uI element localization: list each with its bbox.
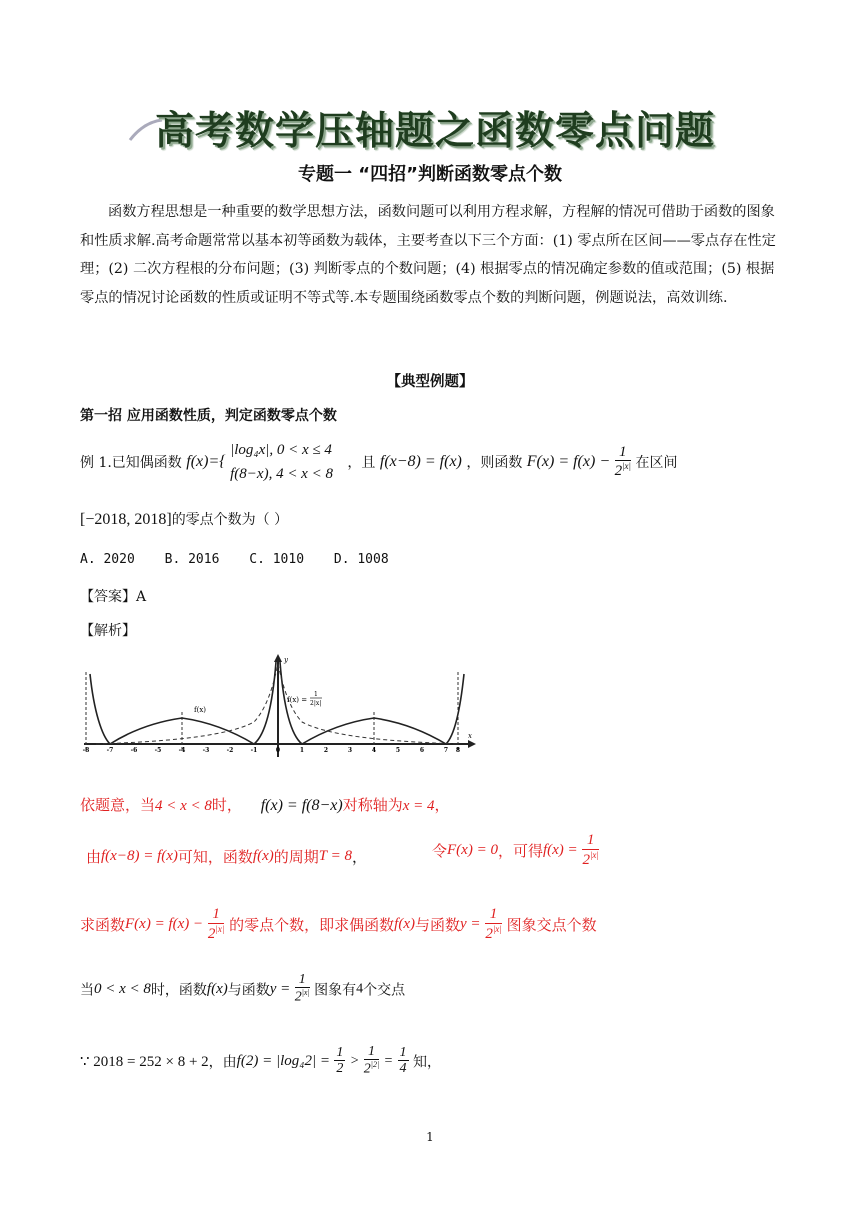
red-text: ，	[434, 796, 450, 814]
x-tick: 3	[347, 747, 353, 754]
x-tick: 7	[443, 747, 449, 754]
condition: f(x−8) = f(x)	[379, 453, 462, 470]
fraction	[398, 1045, 409, 1078]
x-tick: -8	[82, 747, 90, 754]
frac-num: 1	[582, 832, 598, 850]
piecewise-case2: f(8−x), 4 < x < 8	[230, 466, 333, 482]
fx-curve-left	[90, 662, 276, 744]
frac-exp: |2|	[370, 1060, 380, 1070]
x-tick: 1	[299, 747, 305, 754]
fraction-1-over-2absx	[615, 444, 631, 481]
text: 当	[80, 982, 94, 999]
red-text: 依题意，当	[80, 796, 156, 814]
red-math: f(x) = f(8−x)	[260, 797, 343, 814]
x-tick: -7	[106, 747, 114, 754]
fx-label: f(x)	[194, 706, 207, 714]
x-tick: -2	[226, 747, 234, 754]
page-number: 1	[426, 1130, 434, 1144]
red-text: 对称轴为	[342, 796, 403, 814]
frac-den: 2	[207, 925, 216, 942]
math: 0 < x < 8	[94, 980, 151, 997]
red-line-2	[86, 846, 367, 886]
answer: 【答案】A	[80, 589, 147, 605]
x-tick: -6	[130, 747, 138, 754]
red-math: y =	[460, 915, 481, 932]
frac-den: 4	[399, 1061, 407, 1077]
math: y =	[269, 980, 291, 997]
fraction	[295, 972, 310, 1007]
line-5	[80, 1044, 441, 1088]
cond-prefix: ，且	[347, 455, 376, 471]
intro-paragraph	[80, 198, 780, 312]
red-text: 与函数	[415, 915, 461, 934]
frac-den: 2	[363, 1062, 371, 1078]
frac-num: 1	[364, 1044, 379, 1060]
x-axis-label: x	[468, 732, 472, 740]
frac-den: 2	[582, 851, 590, 868]
piecewise-cases	[230, 438, 333, 486]
red-math: f(x) =	[542, 841, 578, 858]
x-tick: -5	[154, 747, 162, 754]
frac-exp: |x|	[215, 923, 225, 934]
frac-num: 1	[295, 972, 310, 988]
red-math: f(x)	[252, 848, 274, 864]
math: f(x)	[206, 980, 228, 997]
red-text: 可知，函数	[177, 848, 253, 866]
frac-num: 1	[336, 1044, 344, 1060]
x-tick: 2	[323, 747, 329, 754]
section-heading: 【典型例题】	[386, 373, 474, 390]
y-axis-arrow-icon	[274, 654, 282, 662]
text: ，由	[208, 1054, 237, 1071]
frac-exp: |x|	[622, 461, 632, 472]
example1-func: f(x)={	[186, 453, 226, 470]
red-text: ，	[351, 848, 367, 866]
frac-num: 1	[615, 444, 631, 462]
x-tick: -3	[202, 747, 210, 754]
red-math: 4 < x < 8	[155, 798, 212, 814]
frac-den: 2	[614, 463, 623, 480]
frac-num: 1	[399, 1044, 407, 1060]
frac-num: 1	[485, 906, 501, 924]
fraction	[364, 1044, 379, 1079]
method1-heading: 第一招 应用函数性质，判定函数零点个数	[80, 408, 337, 424]
x-tick: -4	[178, 747, 186, 754]
red-fraction	[485, 906, 501, 943]
x-tick: 4	[371, 747, 377, 754]
math: >	[349, 1053, 360, 1069]
fraction	[334, 1045, 345, 1078]
then-text: ，则函数	[466, 455, 523, 471]
example1-statement	[80, 438, 677, 488]
y-axis-label: y	[284, 656, 288, 664]
text: 个交点	[363, 982, 406, 999]
red-text: 令	[432, 841, 448, 860]
red-math: F(x) = f(x) −	[125, 915, 204, 932]
math: f(2) = |log₄2| =	[236, 1052, 330, 1069]
choices	[80, 552, 411, 567]
x-tick: 8	[455, 747, 461, 754]
red-fraction	[582, 832, 598, 869]
frac-exp: |x|	[589, 849, 599, 860]
red-line-3	[80, 906, 597, 950]
math: =	[383, 1053, 394, 1069]
red-text: 的零点个数，即求偶函数	[229, 915, 395, 934]
red-text: ，可得	[497, 841, 543, 860]
x-tick: 5	[395, 747, 401, 754]
red-text: 的周期	[273, 848, 319, 866]
function-graph	[84, 652, 476, 762]
analysis-label: 【解析】	[80, 623, 136, 639]
Fx-expression: F(x) = f(x) −	[526, 453, 611, 470]
example1-prefix: 例 1.已知偶函数	[80, 455, 182, 471]
red-fraction	[208, 906, 224, 943]
frac-den: 2	[336, 1061, 344, 1077]
interval-label: 在区间	[635, 455, 678, 471]
x-tick: 6	[419, 747, 425, 754]
red-line-2b	[432, 832, 599, 882]
frac-exp: |x|	[301, 988, 310, 998]
x-axis-arrow-icon	[468, 740, 476, 748]
text: 与函数	[227, 982, 270, 999]
intro-text: 函数方程思想是一种重要的数学思想方法，函数问题可以利用方程求解，方程解的情况可借助于函数的图象和性质求解.高考命题常常以基本初等函数为载体，主要考查以下三个方面：(1) 零点所在区间——零点存在性定理；(2) 二次方程根的分布问题；(3) 判断零点的个数问题；(4) 根据零点的情况确定参数的值或范围；(5) 根据零点的情况讨论函数的性质或证明不等式等.本专题围绕函数零点个数的判断问题，例题说法，高效训练.	[80, 204, 776, 306]
choice-c: C. 1010	[249, 552, 305, 567]
red-text: 时，	[211, 796, 242, 814]
red-math: T = 8	[318, 848, 352, 864]
red-math: f(x−8) = f(x)	[101, 848, 178, 864]
red-math: F(x) = 0	[447, 841, 498, 858]
red-line-1	[80, 794, 450, 815]
interval: [−2018, 2018]	[80, 511, 172, 528]
example1-question	[80, 509, 288, 529]
choice-d: D. 1008	[333, 552, 389, 567]
frac-num: 1	[208, 906, 224, 924]
frac-den: 2	[485, 925, 493, 942]
line-4	[80, 972, 405, 1014]
fx-curve-right	[280, 662, 464, 744]
gx-label-den: 2|x|	[310, 700, 322, 707]
frac-den: 2	[294, 990, 302, 1006]
piecewise-case1: |log₄x|, 0 < x ≤ 4	[230, 442, 332, 458]
gx-label-num: 1	[314, 691, 318, 698]
red-text: 由	[86, 848, 102, 866]
page-subtitle: 专题一 “四招”判断函数零点个数	[298, 164, 562, 185]
red-text: 求函数	[80, 915, 126, 934]
x-tick-labels	[83, 747, 460, 754]
x-tick: 0	[275, 747, 281, 754]
text: 图象有	[314, 982, 357, 999]
text: 知，	[412, 1054, 441, 1071]
frac-exp: |x|	[492, 923, 502, 934]
choice-b: B. 2016	[164, 552, 220, 567]
gx-label: f(x) =	[287, 696, 308, 704]
choice-a: A. 2020	[80, 552, 135, 567]
page-title: 高考数学压轴题之函数零点问题	[155, 109, 716, 154]
red-math: f(x)	[394, 915, 415, 932]
red-text: 图象交点个数	[506, 915, 597, 934]
question-text: 的零点个数为（ ）	[171, 512, 289, 528]
x-tick: -1	[250, 747, 258, 754]
red-math: x = 4	[402, 798, 435, 814]
math: ∵ 2018 = 252 × 8 + 2	[80, 1053, 209, 1070]
text: 时，函数	[150, 982, 207, 999]
math: 4	[356, 981, 364, 997]
